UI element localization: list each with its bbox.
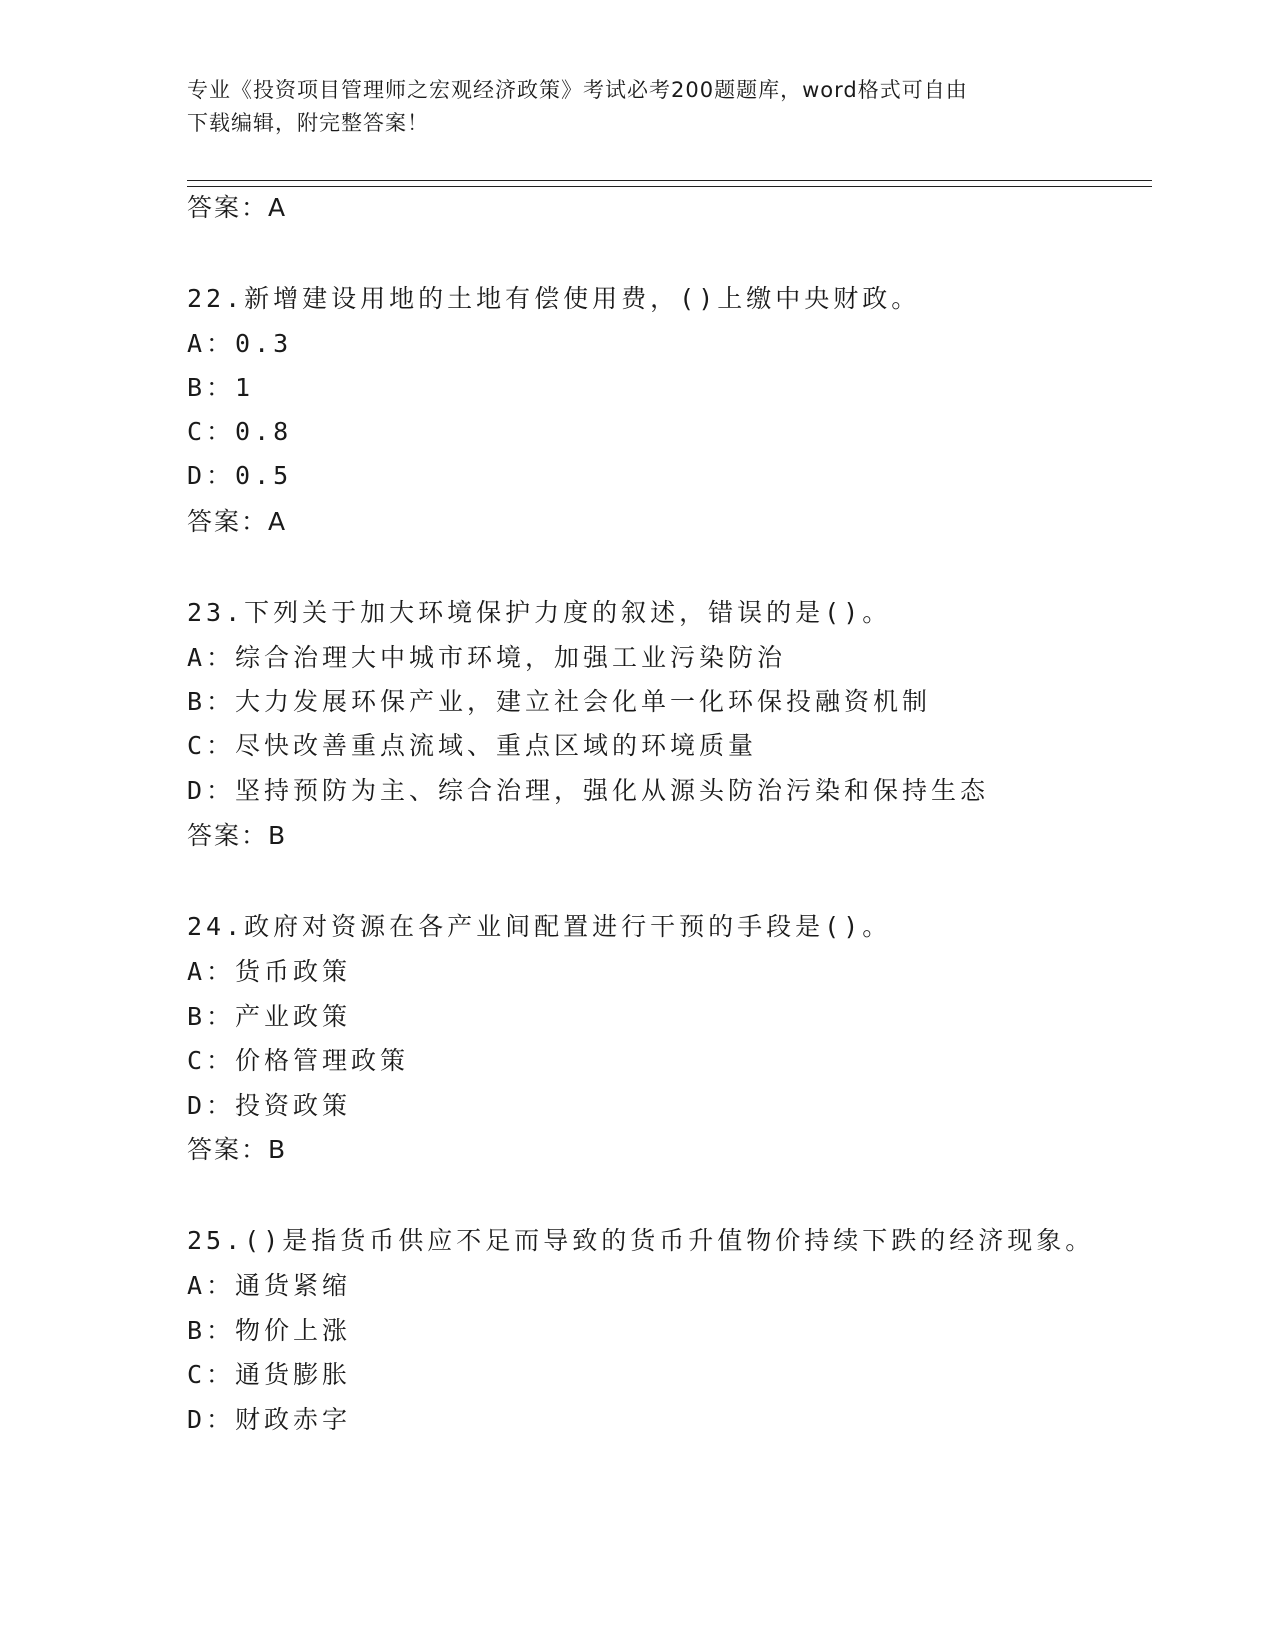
question-24-option-c: C：价格管理政策: [187, 1046, 410, 1075]
question-25-option-a: A：通货紧缩: [187, 1271, 352, 1300]
question-23-answer: 答案：B: [187, 821, 288, 850]
document-header: [187, 74, 1087, 140]
question-23-stem: 23.下列关于加大环境保护力度的叙述，错误的是()。: [187, 598, 892, 627]
question-25-option-d: D：财政赤字: [187, 1405, 352, 1434]
question-24-answer: 答案：B: [187, 1135, 288, 1164]
question-22-option-c: C：0.8: [187, 417, 293, 446]
header-line-2: 下载编辑，附完整答案！: [187, 111, 429, 135]
question-24-option-b: B：产业政策: [187, 1002, 352, 1031]
question-22-option-b: B：1: [187, 373, 255, 402]
question-25-stem: 25.()是指货币供应不足而导致的货币升值物价持续下跌的经济现象。: [187, 1226, 1095, 1255]
question-23-option-b: B：大力发展环保产业，建立社会化单一化环保投融资机制: [187, 687, 932, 716]
question-22-stem: 22.新增建设用地的土地有偿使用费，()上缴中央财政。: [187, 284, 921, 313]
question-22-option-a: A：0.3: [187, 329, 293, 358]
question-23-option-d: D：坚持预防为主、综合治理，强化从源头防治污染和保持生态: [187, 776, 990, 805]
previous-answer: 答案：A: [187, 193, 288, 222]
question-25-option-b: B：物价上涨: [187, 1316, 352, 1345]
question-22-answer: 答案：A: [187, 507, 288, 536]
question-25-option-c: C：通货膨胀: [187, 1360, 352, 1389]
header-line-1: 专业《投资项目管理师之宏观经济政策》考试必考200题题库，word格式可自由: [187, 78, 968, 102]
question-24-stem: 24.政府对资源在各产业间配置进行干预的手段是()。: [187, 912, 892, 941]
header-divider-top: [187, 180, 1152, 181]
question-23-option-a: A：综合治理大中城市环境，加强工业污染防治: [187, 643, 787, 672]
question-22-option-d: D：0.5: [187, 461, 293, 490]
question-23-option-c: C：尽快改善重点流域、重点区域的环境质量: [187, 731, 758, 760]
header-divider-bottom: [187, 186, 1152, 187]
question-24-option-a: A：货币政策: [187, 957, 352, 986]
question-24-option-d: D：投资政策: [187, 1091, 352, 1120]
